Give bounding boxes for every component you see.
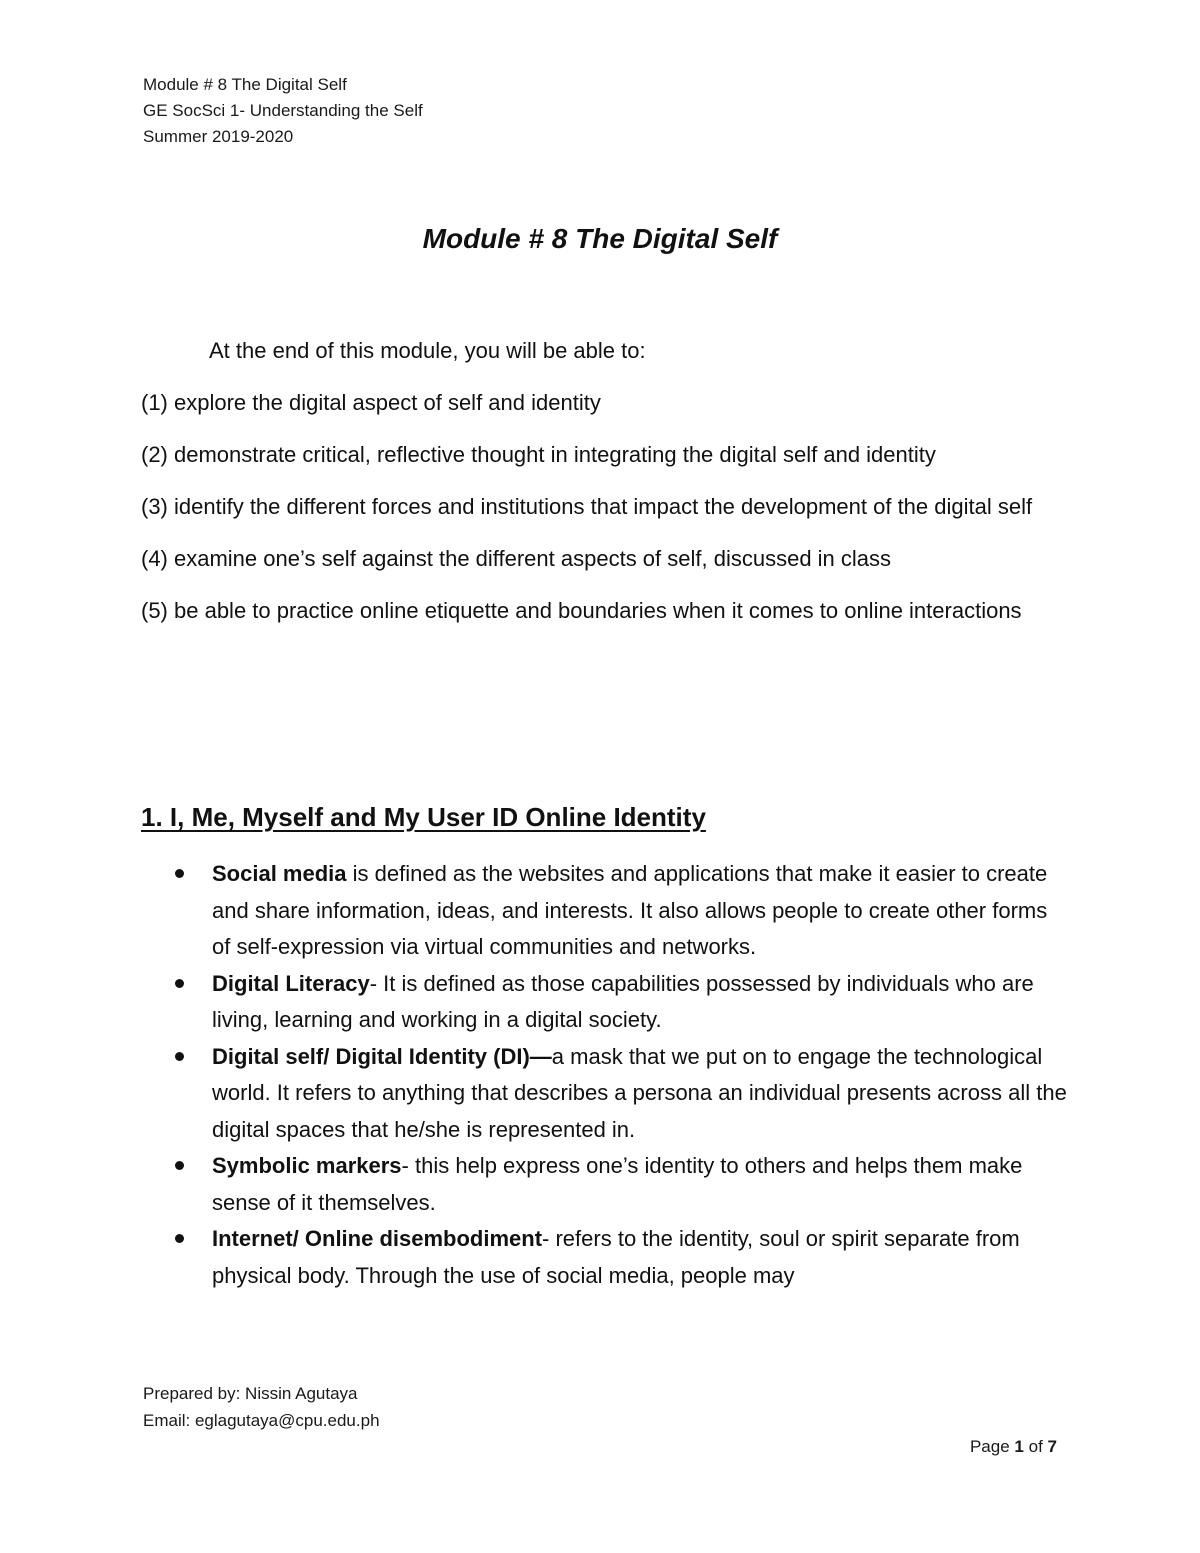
objective-item: (1) explore the digital aspect of self and identity <box>141 390 601 415</box>
definition-text: a mask that we put on to engage the technological world. It refers to anything that describes a persona an individual presents across all the digital spaces that he/she is represented in. <box>212 1043 1067 1142</box>
bullet-icon <box>175 1052 184 1061</box>
page-current: 1 <box>1014 1437 1024 1456</box>
definition-term: Internet/ Online disembodiment <box>212 1226 543 1251</box>
definition-text: - this help express one’s identity to others and helps them make sense of it themselves. <box>212 1153 1023 1215</box>
page-header <box>143 72 423 150</box>
page-label: Page <box>969 1437 1010 1456</box>
document-title: Module # 8 The Digital Self <box>422 223 778 254</box>
definition-term: Symbolic markers <box>212 1153 402 1178</box>
bullet-icon <box>175 979 184 988</box>
definition-text: - It is defined as those capabilities possessed by individuals who are living, learning and working in a digital society. <box>212 970 1034 1032</box>
page-footer <box>143 1380 380 1434</box>
list-item <box>141 856 1071 966</box>
page-number <box>970 1434 1057 1460</box>
prepared-by: Prepared by: Nissin Agutaya <box>143 1384 358 1403</box>
objectives-list <box>141 385 1051 645</box>
definitions-list <box>141 856 1071 1294</box>
bullet-icon <box>175 869 184 878</box>
objectives-intro: At the end of this module, you will be able to: <box>209 338 646 363</box>
page-of: of <box>1028 1437 1043 1456</box>
objective-item: (4) examine one’s self against the different aspects of self, discussed in class <box>141 546 892 571</box>
bullet-icon <box>175 1161 184 1170</box>
header-module-line: Module # 8 The Digital Self <box>143 75 347 94</box>
header-term-line: Summer 2019-2020 <box>143 127 294 146</box>
section-heading: 1. I, Me, Myself and My User ID Online Identity <box>141 802 706 832</box>
bullet-icon <box>175 1234 184 1243</box>
definition-text: is defined as the websites and applications that make it easier to create and share information, ideas, and interests. It also allows people to create other forms of self-expression via virtual communities and networks. <box>212 861 1048 959</box>
list-item <box>141 966 1071 1039</box>
definition-term: Social media <box>212 861 347 886</box>
author-email: Email: eglagutaya@cpu.edu.ph <box>143 1411 380 1430</box>
objective-item: (3) identify the different forces and institutions that impact the development of the digital self <box>141 494 1033 519</box>
definition-term: Digital self/ Digital Identity (DI)— <box>212 1043 552 1069</box>
list-item <box>141 1221 1071 1294</box>
objective-item: (5) be able to practice online etiquette and boundaries when it comes to online interactions <box>141 598 1022 623</box>
page-total: 7 <box>1047 1437 1057 1456</box>
objective-item: (2) demonstrate critical, reflective thought in integrating the digital self and identity <box>141 442 936 467</box>
header-course-line: GE SocSci 1- Understanding the Self <box>143 101 423 120</box>
definition-text: - refers to the identity, soul or spirit separate from physical body. Through the use of social media, people may <box>212 1226 1020 1288</box>
definition-term: Digital Literacy <box>212 970 370 996</box>
list-item <box>141 1039 1071 1149</box>
list-item <box>141 1148 1071 1221</box>
